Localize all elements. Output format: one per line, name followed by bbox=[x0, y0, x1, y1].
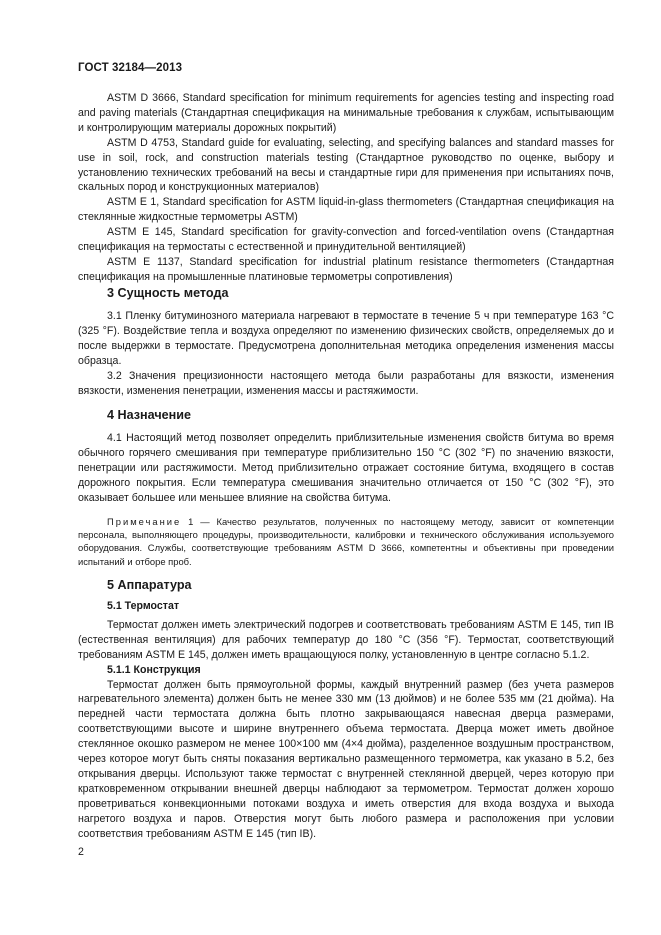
reference-item: ASTM D 4753, Standard guide for evaluating, selecting, and specifying balances and standard masses for use in soil, rock, and construction materials testing (Стандартное руководство по оценке, выбору и установлению технических требований на весы и стандартные гири для применения при испытаниях почв, скальных пород и конструкционных материалов) bbox=[78, 136, 614, 194]
note-label: Примечание bbox=[107, 515, 182, 527]
section-3 bbox=[78, 286, 614, 398]
reference-item: ASTM E 145, Standard specification for gravity-convection and forced-ventilation ovens (Стандартная спецификация на термостаты с естественной и принудительной вентиляцией) bbox=[78, 226, 614, 254]
subsection-5-1-heading: 5.1 Термостат bbox=[107, 600, 180, 612]
section-4-para-1: 4.1 Настоящий метод позволяет определить приблизительные изменения свойств битума во время обычного горячего смешивания при температуре приблизительно 150 °С (302 °F) по значению вязкости, пенетрации или растяжимости. Метод приблизительно отражает состояние битума, входящего в состав дорожного покрытия. Если температура смешивания значительно отличается от 150 °С (302 °F), это оказывает большее или меньшее влияние на свойства битума. bbox=[78, 432, 614, 504]
section-3-para-1: 3.1 Пленку битуминозного материала нагревают в термостате в течение 5 ч при температуре 163 °С (325 °F). Воздействие тепла и воздуха определяют по изменению физических свойств, определяемых до и после выдержки в термостате. Предусмотрена дополнительная методика определения изменения массы образца. bbox=[78, 310, 614, 367]
reference-item: ASTM E 1137, Standard specification for industrial platinum resistance thermometers (Стандартная спецификация на промышленные платиновые термометры сопротивления) bbox=[78, 255, 614, 283]
section-3-heading: 3 Сущность метода bbox=[107, 286, 229, 300]
subsection-5-1-1-heading: 5.1.1 Конструкция bbox=[107, 663, 201, 676]
section-5-heading: 5 Аппаратура bbox=[107, 578, 192, 592]
reference-item: ASTM E 1, Standard specification for ASTM liquid-in-glass thermometers (Стандартная спецификация на стеклянные жидкостные термометры ASTM) bbox=[78, 196, 614, 224]
section-4-heading: 4 Назначение bbox=[107, 408, 191, 422]
references-list bbox=[78, 91, 614, 285]
subsection-5-1-1-text: Термостат должен быть прямоугольной формы, каждый внутренний размер (без учета размеров нагревательного элемента) должен быть не менее 330 мм (13 дюймов) и не более 535 мм (21 дюйма). На передней части термостата должна быть плотно закрывающаяся навесная дверца размерами, соответствующими высоте и ширине внутреннего объема термостата. Дверца может иметь двойное стеклянное окошко размером не менее 100×100 мм (4×4 дюйма), разделенное воздушным пространством, через которое могут быть сняты показания вертикально размещенного термометра, как указано в 5.2, без открывания дверцы. Используют также термостат с внутренней стеклянной дверцей, через которую при кратковременном открывании внешней дверцы наблюдают за термометром. Термостат должен хорошо проветриваться конвекционными потоками воздуха и иметь отверстия для входа воздуха и выхода нагретого воздуха и паров. Отверстия могут быть любого размера и расположения при условии соответствия требованиям ASTM E 145 (тип IB). bbox=[78, 678, 614, 840]
document-header: ГОСТ 32184—2013 bbox=[78, 62, 183, 74]
note-text: 1 — Качество результатов, полученных по настоящему методу, зависит от компетенции персонала, выполняющего процедуры, производительности, калибровки и технического обслуживания используемого оборудования. Службы, соответствующие требованиям ASTM D 3666, компетентны и объективны при проведении испытаний и отборе проб. bbox=[78, 515, 614, 567]
section-4-note bbox=[78, 515, 614, 569]
subsection-5-1-text: Термостат должен иметь электрический подогрев и соответствовать требованиям ASTM E 145, тип IB (естественная вентиляция) для рабочих температур до 180 °С (356 °F). Термостат, соответствующий требованиям ASTM E 145, должен иметь вращающуюся полку, установленную в центре согласно 5.1.2. bbox=[78, 618, 614, 661]
section-4 bbox=[78, 408, 614, 568]
section-3-para-2: 3.2 Значения прецизионности настоящего метода были разработаны для вязкости, изменения вязкости, изменения пенетрации, изменения массы и растяжимости. bbox=[78, 369, 614, 397]
reference-item: ASTM D 3666, Standard specification for minimum requirements for agencies testing and inspecting road and paving materials (Стандартная спецификация на минимальные требования к службам, испытывающим и контролирующим материалы дорожных покрытий) bbox=[78, 92, 614, 134]
section-5 bbox=[78, 578, 614, 842]
page-number: 2 bbox=[78, 846, 84, 858]
